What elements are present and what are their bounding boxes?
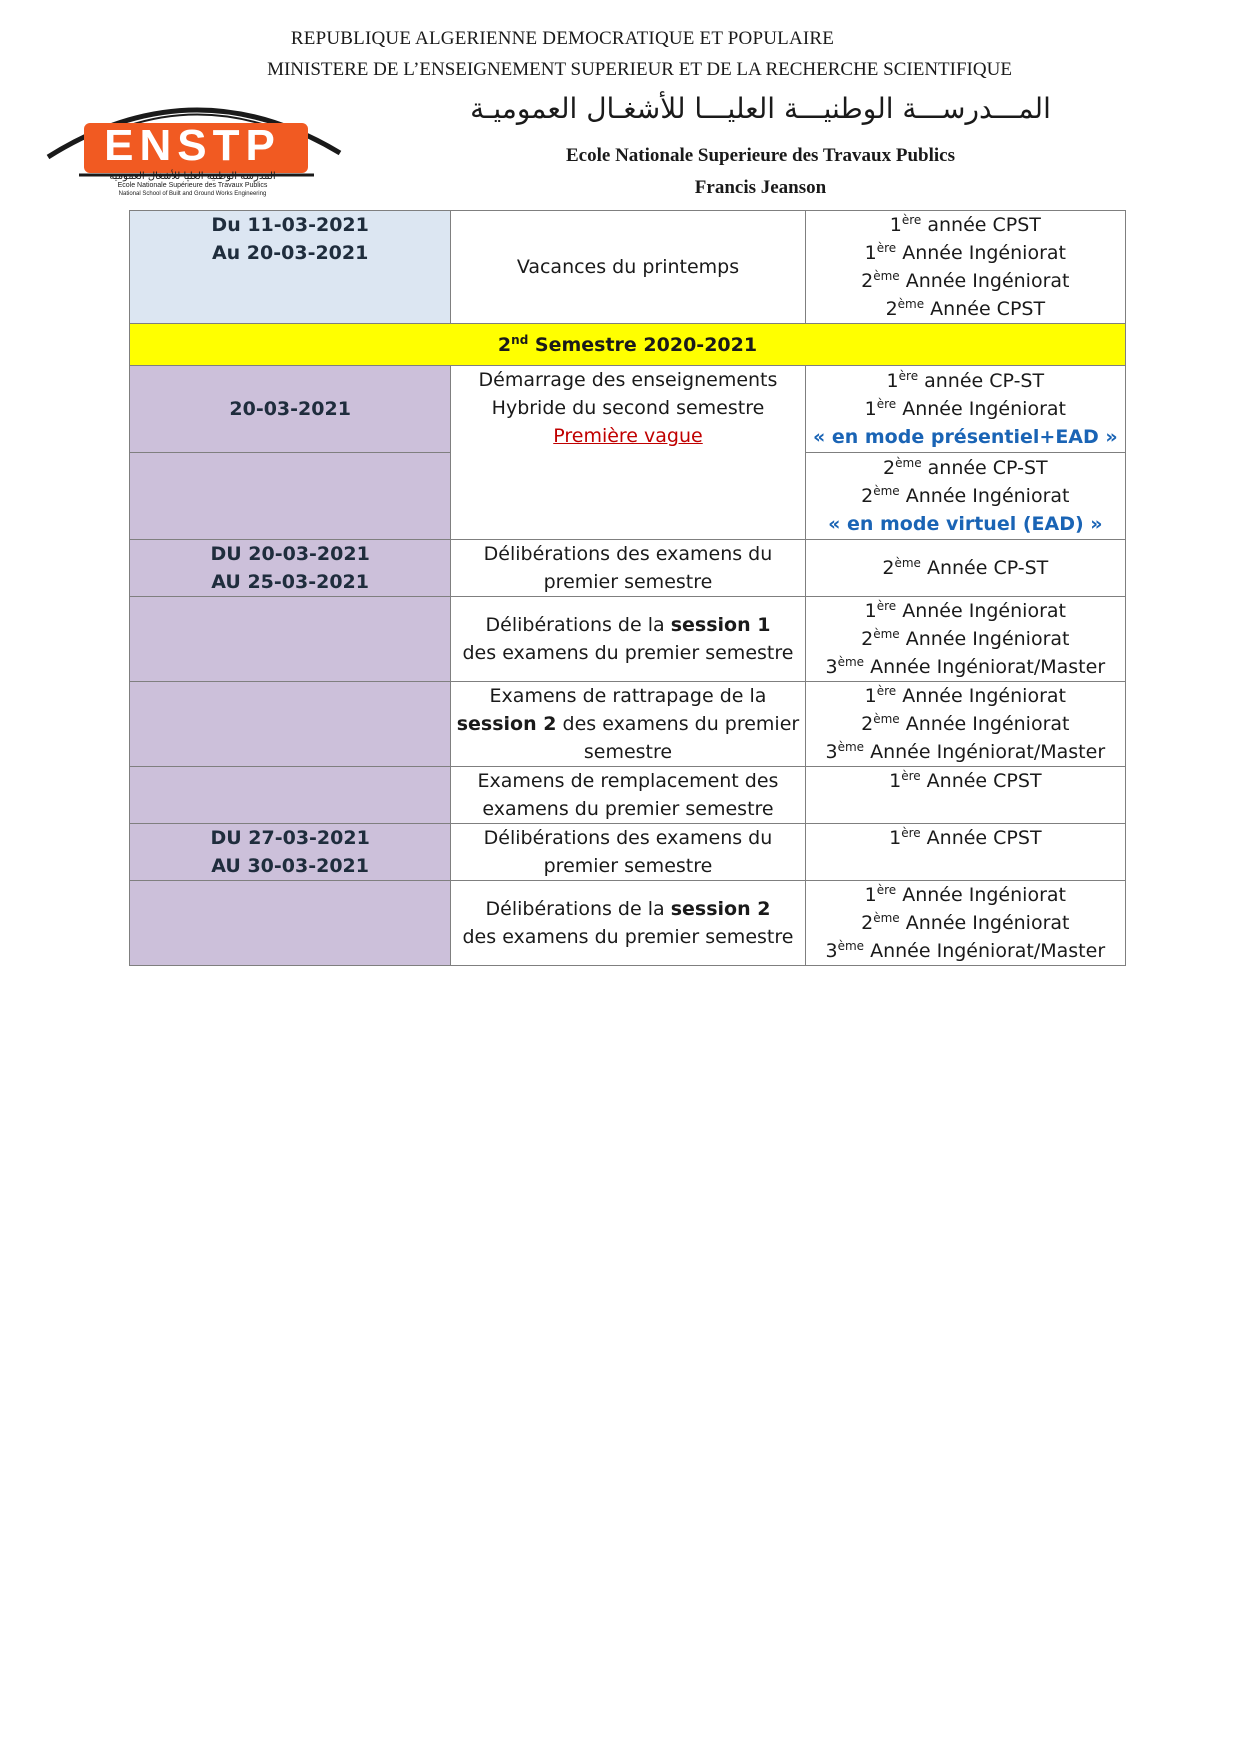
event-cell: Délibérations des examens du premier semestre (451, 540, 805, 597)
header-ministry: MINISTERE DE L’ENSEIGNEMENT SUPERIEUR ET DE LA RECHERCHE SCIENTIFIQUE (267, 59, 1012, 80)
date-cell: DU 20-03-2021 AU 25-03-2021 (130, 540, 451, 597)
event-cell: Examens de rattrapage de la session 2 des examens du premier semestre (451, 682, 805, 767)
logo-french-caption: Ecole Nationale Supérieure des Travaux Publics (117, 182, 268, 189)
mode-virtuel: « en mode virtuel (EAD) » (828, 513, 1103, 535)
date-cell: Du 11-03-2021 Au 20-03-2021 (130, 211, 451, 324)
date-cell (130, 881, 451, 966)
table-row (130, 540, 1126, 597)
table-row (130, 824, 1126, 881)
event-cell: Délibérations de la session 2 des examens du premier semestre (451, 881, 805, 966)
audience-cell: 1ère Année Ingéniorat 2ème Année Ingéniorat 3ème Année Ingéniorat/Master (805, 682, 1125, 767)
date-cell (130, 682, 451, 767)
audience-cell: 1ère Année CPST (805, 767, 1125, 824)
logo-wordmark: ENSTP (104, 121, 281, 170)
audience-cell: 1ère Année Ingéniorat 2ème Année Ingéniorat 3ème Année Ingéniorat/Master (805, 881, 1125, 966)
event-cell: Délibérations des examens du premier semestre (451, 824, 805, 881)
header-republic: REPUBLIQUE ALGERIENNE DEMOCRATIQUE ET POPULAIRE (290, 28, 835, 49)
premiere-vague-link: Première vague (553, 425, 703, 447)
table-row (130, 767, 1126, 824)
logo-arabic-caption: المدرسة الوطنية العليا للأشغال العمومية (109, 171, 276, 182)
date-cell: 20-03-2021 (130, 366, 451, 453)
date-cell: DU 27-03-2021 AU 30-03-2021 (130, 824, 451, 881)
date-cell (130, 453, 451, 540)
date-cell (130, 767, 451, 824)
semester-banner: 2nd Semestre 2020-2021 (130, 324, 1126, 366)
event-cell: Démarrage des enseignements Hybride du second semestre Première vague (451, 366, 805, 540)
audience-cell: 2ème année CP-ST 2ème Année Ingéniorat « en mode virtuel (EAD) » (805, 453, 1125, 540)
event-cell: Examens de remplacement des examens du premier semestre (451, 767, 805, 824)
table-row (130, 211, 1126, 324)
table-row (130, 881, 1126, 966)
table-row (130, 597, 1126, 682)
mode-presentiel: « en mode présentiel+EAD » (812, 426, 1118, 448)
audience-cell: 2ème Année CP-ST (805, 540, 1125, 597)
calendar-table (129, 210, 1126, 966)
header-school-name: Ecole Nationale Superieure des Travaux Publics (566, 145, 955, 166)
audience-cell: 1ère année CP-ST 1ère Année Ingéniorat « en mode présentiel+EAD » (805, 366, 1125, 453)
date-cell (130, 597, 451, 682)
header-francis-jeanson: Francis Jeanson (694, 177, 827, 198)
table-row (130, 682, 1126, 767)
table-row (130, 366, 1126, 453)
event-cell: Délibérations de la session 1 des examens du premier semestre (451, 597, 805, 682)
header-school-arabic: المـــدرســـة الوطنيـــة العليـــا للأشغـال العموميـة (470, 92, 1051, 125)
audience-cell: 1ère Année Ingéniorat 2ème Année Ingéniorat 3ème Année Ingéniorat/Master (805, 597, 1125, 682)
event-cell: Vacances du printemps (451, 211, 805, 324)
logo-english-caption: National School of Built and Ground Works Engineering (118, 191, 267, 197)
audience-cell: 1ère Année CPST (805, 824, 1125, 881)
semester-row (130, 324, 1126, 366)
audience-cell: 1ère année CPST 1ère Année Ingéniorat 2ème Année Ingéniorat 2ème Année CPST (805, 211, 1125, 324)
